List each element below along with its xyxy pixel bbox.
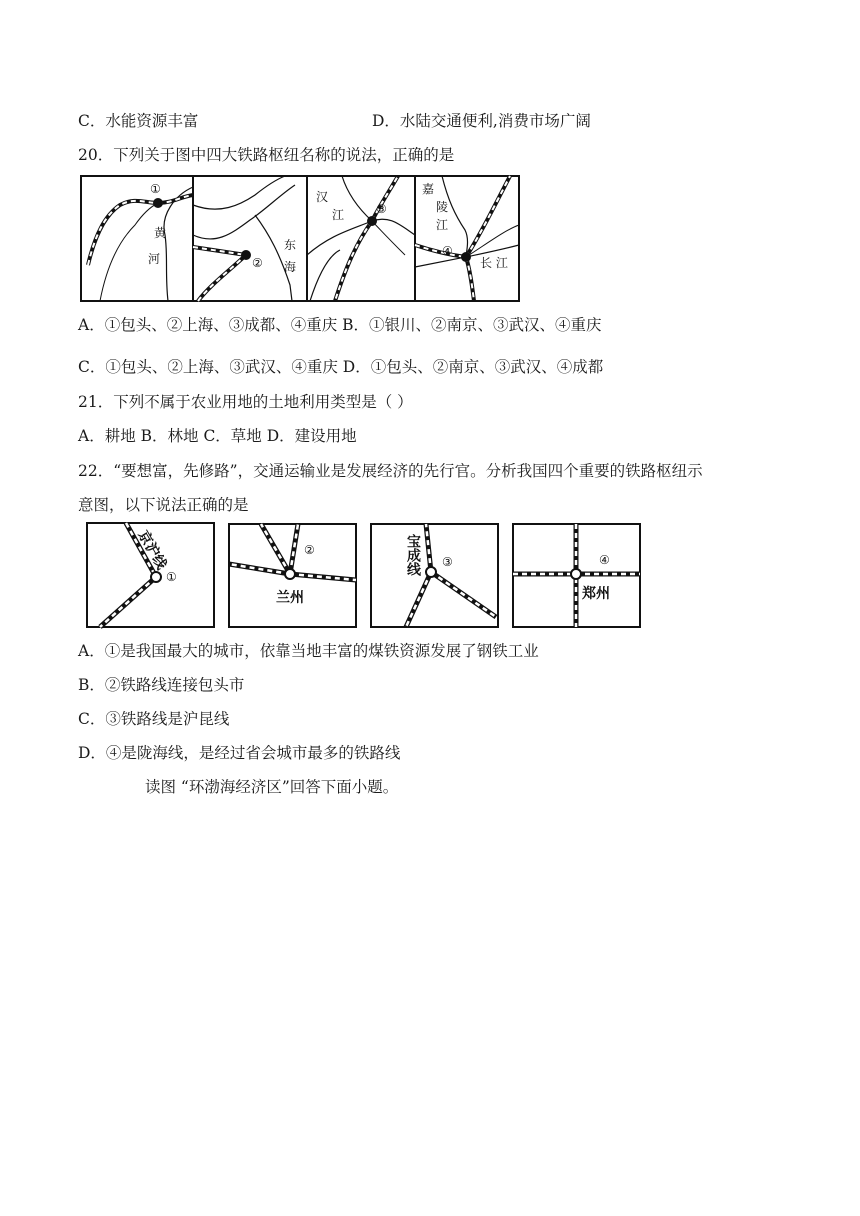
q22-map-panel-2 — [229, 524, 356, 627]
q20-map-panel-2 — [193, 176, 307, 301]
q20-label-hai: 海 — [284, 260, 297, 274]
q20-hub-3-num: ③ — [376, 202, 387, 216]
q22-option-d: D．④是陇海线，是经过省会城市最多的铁路线 — [78, 744, 401, 762]
q20-hub-3-dot — [367, 216, 377, 226]
q20-label-jiang: 江 — [332, 208, 345, 222]
q19-option-d: D．水陆交通便利,消费市场广阔 — [372, 112, 591, 130]
q22-hub-3-num: ③ — [442, 555, 453, 569]
q22-label-jinghu: 京沪线 — [134, 528, 170, 573]
q20-hub-4-dot — [461, 252, 471, 262]
q20-label-huang: 黄 — [154, 226, 167, 240]
q20-label-ling: 陵 — [436, 200, 449, 214]
q22-hub-4-dot — [571, 569, 581, 579]
q20-map-panel-1 — [81, 176, 193, 301]
q22-stem-line2: 意图，以下说法正确的是 — [78, 496, 249, 514]
q21-stem: 21．下列不属于农业用地的土地利用类型是（ ） — [78, 393, 413, 411]
q22-stem-line1: 22．“要想富，先修路”，交通运输业是发展经济的先行官。分析我国四个重要的铁路枢纽示 — [78, 462, 703, 480]
q20-label-dong: 东 — [284, 238, 297, 252]
q22-option-b: B．②铁路线连接包头市 — [78, 676, 245, 694]
q22-hub-1-dot — [151, 572, 161, 582]
q20-label-jia: 嘉 — [422, 182, 435, 196]
q22-map-panel-1 — [87, 523, 214, 627]
q22-hub-2-num: ② — [304, 543, 315, 557]
q22-hub-2-dot — [285, 569, 295, 579]
q20-map-panel-4 — [415, 176, 519, 301]
q20-hub-4-num: ④ — [442, 244, 453, 258]
q20-hub-2-num: ② — [252, 256, 263, 270]
q20-map-panel-3 — [307, 176, 415, 301]
q22-label-baocheng: 宝成线 — [405, 534, 421, 576]
q20-stem: 20．下列关于图中四大铁路枢纽名称的说法，正确的是 — [78, 146, 455, 164]
q20-label-jiang2: 江 — [436, 218, 449, 232]
q22-railway-hub-maps — [86, 522, 646, 630]
q22-option-c: C．③铁路线是沪昆线 — [78, 710, 230, 728]
q20-label-he: 河 — [148, 252, 161, 266]
reading-prompt: 读图 “环渤海经济区”回答下面小题。 — [145, 778, 399, 796]
q22-map-panel-4 — [513, 524, 640, 627]
q22-option-a: A．①是我国最大的城市，依靠当地丰富的煤铁资源发展了钢铁工业 — [78, 642, 539, 660]
q20-hub-1-num: ① — [150, 182, 161, 196]
q20-label-han: 汉 — [316, 190, 329, 204]
q22-hub-1-num: ① — [166, 570, 177, 584]
q19-option-c: C．水能资源丰富 — [78, 112, 199, 130]
q22-hub-4-num: ④ — [599, 553, 610, 567]
q20-options-row1: A．①包头、②上海、③成都、④重庆 B．①银川、②南京、③武汉、④重庆 — [78, 316, 602, 334]
q20-railway-hub-maps — [80, 175, 520, 302]
q21-options: A．耕地 B．林地 C．草地 D．建设用地 — [78, 427, 357, 445]
q20-hub-1-dot — [153, 198, 163, 208]
q22-label-lanzhou: 兰州 — [276, 590, 304, 606]
q20-options-row2: C．①包头、②上海、③武汉、④重庆 D．①包头、②南京、③武汉、④成都 — [78, 358, 604, 376]
q22-map-panel-3 — [371, 524, 498, 627]
q22-label-zhengzhou: 郑州 — [582, 586, 610, 602]
q20-hub-2-dot — [241, 250, 251, 260]
q20-label-changjiang: 长 江 — [480, 256, 508, 270]
q22-hub-3-dot — [426, 567, 436, 577]
